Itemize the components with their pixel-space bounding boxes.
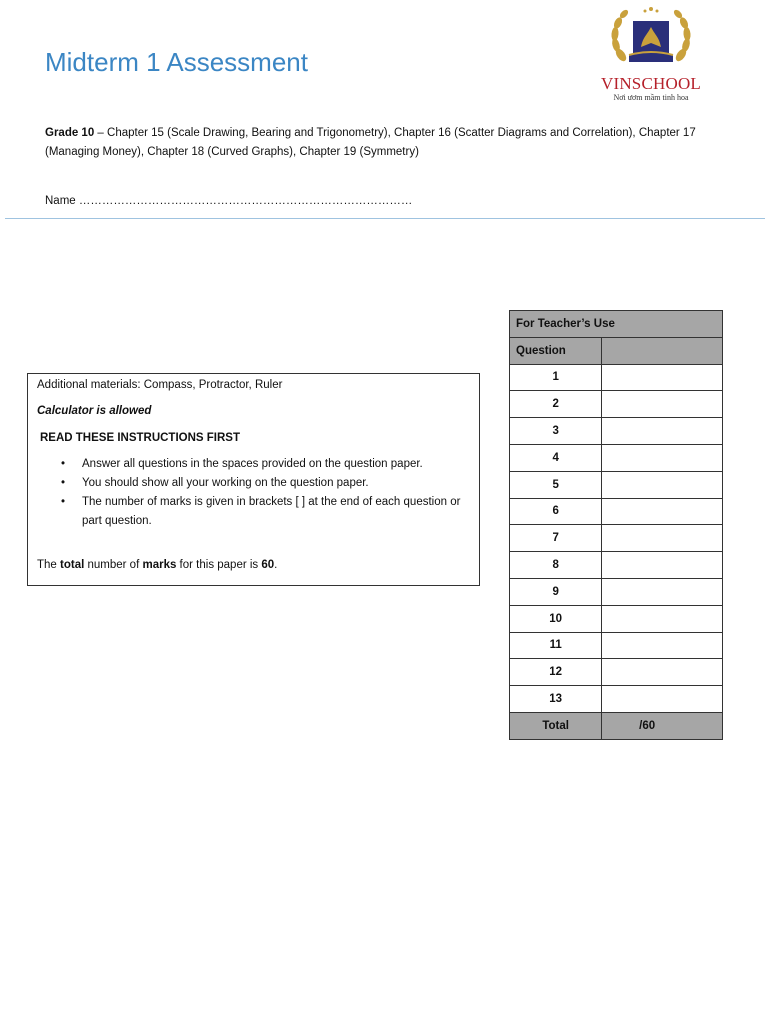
- marks-cell[interactable]: [602, 364, 723, 391]
- marks-cell[interactable]: [602, 632, 723, 659]
- total-value: /60: [602, 712, 723, 739]
- marks-cell[interactable]: [602, 418, 723, 445]
- list-item: • The number of marks is given in brackets [ ] at the end of each question or part question.: [37, 493, 467, 531]
- marks-cell[interactable]: [602, 552, 723, 579]
- question-number: 4: [510, 444, 602, 471]
- school-brand-name: VINSCHOOL: [600, 74, 702, 93]
- teacher-marks-table: [509, 310, 723, 740]
- header-divider: [5, 218, 765, 219]
- question-number: 2: [510, 391, 602, 418]
- table-row: [510, 686, 723, 713]
- name-field[interactable]: Name ……………………………………………………………………………: [45, 195, 413, 207]
- table-row: [510, 632, 723, 659]
- table-header-row: [510, 337, 723, 364]
- column-header-question: Question: [510, 337, 602, 364]
- school-logo: [592, 5, 710, 103]
- question-number: 5: [510, 471, 602, 498]
- question-number: 13: [510, 686, 602, 713]
- marks-cell[interactable]: [602, 686, 723, 713]
- table-row: [510, 471, 723, 498]
- school-tagline: Nơi ươm mầm tinh hoa: [613, 93, 689, 102]
- bullet-icon: •: [60, 477, 66, 489]
- chapter-list: – Chapter 15 (Scale Drawing, Bearing and Trigonometry), Chapter 16 (Scatter Diagrams and Correlation), Chapter 17 (Managing Money), Chapter 18 (Curved Graphs), Chapter 19 (Symmetry): [45, 127, 696, 158]
- question-number: 3: [510, 418, 602, 445]
- marks-cell[interactable]: [602, 525, 723, 552]
- question-number: 11: [510, 632, 602, 659]
- list-item: • Answer all questions in the spaces provided on the question paper.: [37, 455, 467, 474]
- question-number: 6: [510, 498, 602, 525]
- marks-cell[interactable]: [602, 444, 723, 471]
- marks-cell[interactable]: [602, 391, 723, 418]
- question-number: 10: [510, 605, 602, 632]
- column-header-marks: [602, 337, 723, 364]
- bullet-icon: •: [60, 496, 66, 508]
- total-label: Total: [510, 712, 602, 739]
- marks-cell[interactable]: [602, 578, 723, 605]
- question-number: 12: [510, 659, 602, 686]
- question-number: 9: [510, 578, 602, 605]
- table-row: [510, 578, 723, 605]
- bullet-icon: •: [60, 458, 66, 470]
- calculator-note: Calculator is allowed: [37, 405, 152, 417]
- table-row: [510, 605, 723, 632]
- table-title-row: [510, 311, 723, 338]
- course-coverage: [45, 124, 735, 162]
- laurel-book-emblem-icon: [607, 5, 695, 75]
- instructions-list: [37, 455, 467, 531]
- table-row: [510, 498, 723, 525]
- instructions-heading: READ THESE INSTRUCTIONS FIRST: [40, 432, 240, 444]
- table-row: [510, 391, 723, 418]
- table-row: [510, 364, 723, 391]
- table-row: [510, 444, 723, 471]
- list-item: • You should show all your working on the question paper.: [37, 474, 467, 493]
- table-row: [510, 525, 723, 552]
- additional-materials: Additional materials: Compass, Protractor, Ruler: [37, 379, 283, 391]
- question-number: 7: [510, 525, 602, 552]
- marks-cell[interactable]: [602, 605, 723, 632]
- total-marks-statement: The total number of marks for this paper is 60.: [37, 559, 278, 571]
- table-row: [510, 552, 723, 579]
- question-number: 1: [510, 364, 602, 391]
- marks-cell[interactable]: [602, 659, 723, 686]
- marks-cell[interactable]: [602, 498, 723, 525]
- table-title: For Teacher’s Use: [510, 311, 723, 338]
- table-row: [510, 659, 723, 686]
- grade-label: Grade 10: [45, 127, 95, 139]
- table-total-row: [510, 712, 723, 739]
- instructions-box: [27, 373, 480, 586]
- table-row: [510, 418, 723, 445]
- page-title: Midterm 1 Assessment: [45, 47, 308, 77]
- marks-cell[interactable]: [602, 471, 723, 498]
- question-number: 8: [510, 552, 602, 579]
